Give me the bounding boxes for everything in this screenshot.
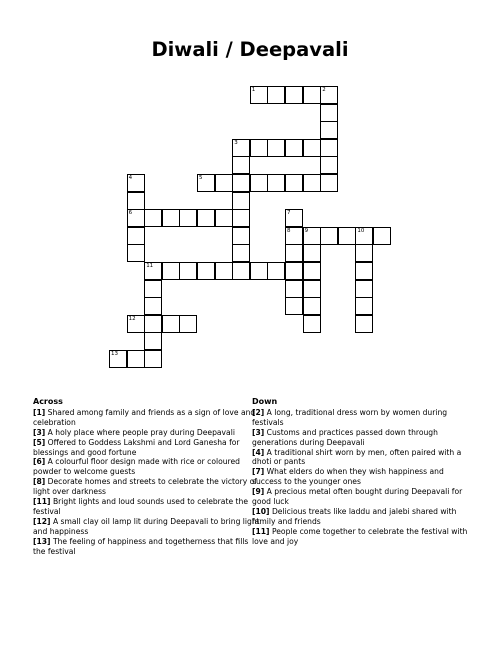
grid-cell[interactable]: [197, 262, 215, 280]
grid-cell[interactable]: [144, 315, 162, 333]
grid-cell[interactable]: [250, 139, 268, 157]
grid-cell[interactable]: [320, 139, 338, 157]
grid-cell[interactable]: [303, 244, 321, 262]
grid-cell[interactable]: [285, 297, 303, 315]
grid-cell[interactable]: [320, 156, 338, 174]
across-clue: [11] Bright lights and loud sounds used to celebrate the festival: [33, 497, 248, 516]
down-clue: [10] Delicious treats like laddu and jalebi shared with family and friends: [252, 506, 457, 526]
grid-cell[interactable]: [320, 121, 338, 139]
grid-cell[interactable]: [144, 332, 162, 350]
down-clue: [7] What elders do when they wish happiness and success to the younger ones: [252, 467, 444, 487]
across-clue: [3] A holy place where people pray during Deepavali: [33, 427, 235, 437]
grid-cell[interactable]: [179, 262, 197, 280]
down-clue: [2] A long, traditional dress worn by women during festivals: [252, 407, 448, 427]
grid-cell[interactable]: [144, 280, 162, 298]
grid-cell[interactable]: [215, 209, 233, 227]
across-heading: Across: [33, 397, 63, 406]
grid-cell[interactable]: [127, 244, 145, 262]
grid-cell[interactable]: [144, 209, 162, 227]
grid-cell[interactable]: [303, 227, 321, 245]
grid-cell[interactable]: [232, 262, 250, 280]
clue-number: 8: [287, 227, 291, 234]
grid-cell[interactable]: [285, 227, 303, 245]
grid-cell[interactable]: [303, 297, 321, 315]
across-clue: [12] A small clay oil lamp lit during Deepavali to bring light and happiness: [33, 516, 260, 536]
grid-cell[interactable]: [338, 227, 356, 245]
grid-cell[interactable]: [320, 86, 338, 104]
grid-cell[interactable]: [303, 139, 321, 157]
grid-cell[interactable]: [144, 297, 162, 315]
across-clues: [33, 397, 263, 557]
grid-cell[interactable]: [144, 262, 162, 280]
grid-cell[interactable]: [303, 174, 321, 192]
grid-cell[interactable]: [303, 86, 321, 104]
across-clue: [8] Decorate homes and streets to celebrate the victory of light over darkness: [33, 477, 257, 497]
grid-cell[interactable]: [250, 174, 268, 192]
grid-cell[interactable]: [109, 350, 127, 368]
page-title: Diwali / Deepavali: [151, 38, 349, 61]
down-clues: [252, 397, 474, 547]
grid-cell[interactable]: [232, 244, 250, 262]
grid-cell[interactable]: [355, 280, 373, 298]
grid-cell[interactable]: [232, 209, 250, 227]
grid-cell[interactable]: [250, 262, 268, 280]
grid-cell[interactable]: [320, 174, 338, 192]
grid-cell[interactable]: [355, 227, 373, 245]
clue-number: 9: [304, 227, 309, 234]
clue-number: 5: [199, 175, 203, 181]
clue-number: 4: [128, 175, 133, 181]
grid-cell[interactable]: [250, 86, 268, 104]
grid-cell[interactable]: [127, 209, 145, 227]
grid-cell[interactable]: [285, 86, 303, 104]
clue-number: 6: [128, 210, 133, 217]
grid-cell[interactable]: [127, 350, 145, 368]
clue-number: 1: [251, 87, 256, 93]
grid-cell[interactable]: [162, 209, 180, 227]
down-heading: Down: [252, 397, 278, 406]
grid-cell[interactable]: [285, 174, 303, 192]
grid-cell[interactable]: [232, 174, 250, 192]
down-clue: [9] A precious metal often bought during Deepavali for good luck: [252, 487, 463, 507]
grid-cell[interactable]: [303, 315, 321, 333]
grid-cell[interactable]: [127, 315, 145, 333]
grid-cell[interactable]: [355, 262, 373, 280]
clue-number: 10: [357, 227, 365, 234]
grid-cell[interactable]: [232, 192, 250, 210]
clue-number: 7: [287, 210, 291, 217]
grid-cell[interactable]: [285, 262, 303, 280]
grid-cell[interactable]: [127, 227, 145, 245]
grid-cell[interactable]: [267, 174, 285, 192]
grid-cell[interactable]: [144, 350, 162, 368]
grid-cell[interactable]: [215, 262, 233, 280]
grid-cell[interactable]: [355, 315, 373, 333]
grid-cell[interactable]: [232, 139, 250, 157]
grid-cell[interactable]: [320, 227, 338, 245]
down-clue: [3] Customs and practices passed down through generations during Deepavali: [252, 427, 438, 447]
across-clue: [6] A colourful floor design made with rice or coloured powder to welcome guests: [33, 457, 240, 477]
grid-cell[interactable]: [320, 104, 338, 122]
grid-cell[interactable]: [197, 209, 215, 227]
grid-cell[interactable]: [162, 315, 180, 333]
grid-cell[interactable]: [215, 174, 233, 192]
across-clue: [5] Offered to Goddess Lakshmi and Lord Ganesha for blessings and good fortune: [33, 437, 240, 457]
grid-cell[interactable]: [232, 227, 250, 245]
grid-cell[interactable]: [179, 315, 197, 333]
grid-cell[interactable]: [267, 262, 285, 280]
grid-cell[interactable]: [285, 209, 303, 227]
clue-number: 2: [322, 87, 326, 93]
grid-cell[interactable]: [267, 86, 285, 104]
clue-number: 13: [111, 351, 118, 357]
grid-cell[interactable]: [232, 156, 250, 174]
clue-number: 11: [146, 263, 154, 269]
grid-cell[interactable]: [285, 139, 303, 157]
grid-cell[interactable]: [127, 174, 145, 192]
grid-cell[interactable]: [355, 244, 373, 262]
clue-number: 12: [128, 315, 136, 322]
grid-cell[interactable]: [355, 297, 373, 315]
grid-cell[interactable]: [285, 280, 303, 298]
across-clue: [1] Shared among family and friends as a sign of love and celebration: [33, 407, 256, 427]
across-clue: [13] The feeling of happiness and togetherness that fills the festival: [33, 536, 249, 556]
grid-cell[interactable]: [373, 227, 391, 245]
grid-cell[interactable]: [179, 209, 197, 227]
clue-number: 3: [234, 139, 238, 146]
grid-cell[interactable]: [303, 262, 321, 280]
down-clue: [4] A traditional shirt worn by men, often paired with a dhoti or pants: [252, 447, 462, 467]
grid-cell[interactable]: [285, 244, 303, 262]
grid-cell[interactable]: [127, 192, 145, 210]
grid-cell[interactable]: [303, 280, 321, 298]
down-clue: [11] People come together to celebrate the festival with love and joy: [252, 526, 468, 546]
grid-cell[interactable]: [197, 174, 215, 192]
grid-cell[interactable]: [162, 262, 180, 280]
grid-cell[interactable]: [267, 139, 285, 157]
